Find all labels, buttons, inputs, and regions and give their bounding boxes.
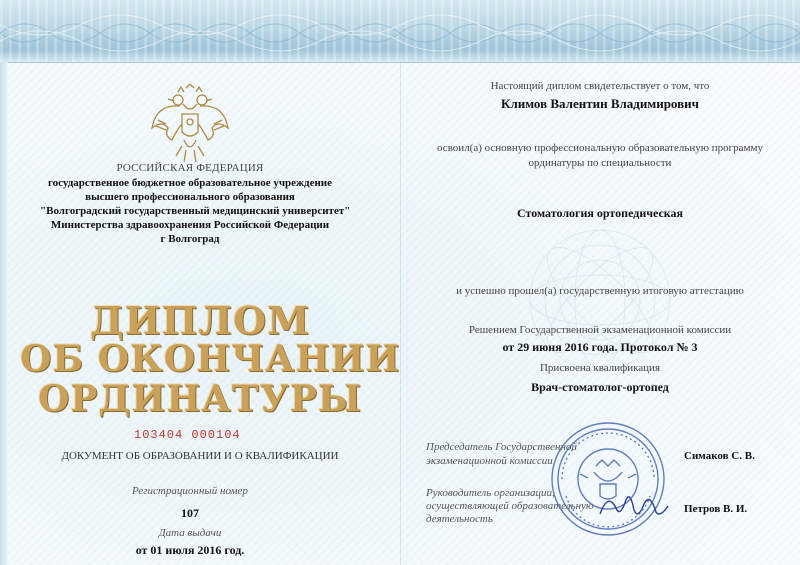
chair-label-line-2: экзаменационной комиссии <box>426 455 553 467</box>
page-fold-line <box>400 62 401 565</box>
issue-date-label: Дата выдачи <box>158 527 222 539</box>
holder-name: Климов Валентин Владимирович <box>501 96 699 111</box>
program-line-2: ординатуры по специальности <box>528 157 672 169</box>
head-label-line-1: Руководитель организации, <box>426 487 555 499</box>
diploma-title-line-2: ОБ ОКОНЧАНИИ <box>20 338 401 380</box>
decorative-top-band <box>0 0 800 63</box>
background-rosette <box>520 220 680 380</box>
institution-city: г Волгоград <box>160 233 220 245</box>
attestation-text: и успешно прошел(а) государственную итоговую аттестацию <box>456 285 744 297</box>
diploma-title-line-1: ДИПЛОМ <box>89 298 311 343</box>
chair-label-line-1: Председатель Государственной <box>426 441 577 453</box>
chair-name: Симаков С. В. <box>684 450 755 462</box>
decision-date: от 29 июня 2016 года. Протокол № 3 <box>502 340 698 354</box>
qualification: Врач-стоматолог-ортопед <box>531 380 669 394</box>
institution-line-1: государственное бюджетное образовательное учреждение <box>47 177 333 189</box>
guilloche-pattern <box>0 10 800 56</box>
double-headed-eagle-emblem <box>150 84 230 168</box>
program-line-1: освоил(а) основную профессиональную образовательную программу <box>437 142 763 154</box>
institution-line-4: Министерства здравоохранения Российской Федерации <box>50 219 330 231</box>
serial-number: 103404 000104 <box>134 428 241 442</box>
specialty: Стоматология ортопедическая <box>516 206 684 220</box>
registration-number: 107 <box>181 506 199 520</box>
certification-intro: Настоящий диплом свидетельствует о том, что <box>490 80 710 92</box>
institution-line-2: высшего профессионального образования <box>85 191 295 203</box>
handwritten-signature <box>598 486 670 522</box>
document-type: ДОКУМЕНТ ОБ ОБРАЗОВАНИИ И О КВАЛИФИКАЦИИ <box>61 450 339 462</box>
institution-line-3: "Волгоградский государственный медицинский университет" <box>40 205 351 217</box>
issue-date: от 01 июля 2016 год. <box>135 543 245 557</box>
head-name: Петров В. И. <box>684 503 748 515</box>
registration-number-label: Регистрационный номер <box>132 485 248 497</box>
country-name: РОССИЙСКАЯ ФЕДЕРАЦИЯ <box>116 162 264 174</box>
decorative-left-border <box>0 62 8 565</box>
decision-label: Решением Государственной экзаменационной комиссии <box>468 324 732 336</box>
head-label-line-2: осуществляющей образовательную <box>426 500 594 512</box>
diploma-title-line-3: ОРДИНАТУРЫ <box>37 378 363 420</box>
head-label-line-3: деятельность <box>426 513 493 525</box>
qualification-label: Присвоена квалификация <box>539 362 661 374</box>
